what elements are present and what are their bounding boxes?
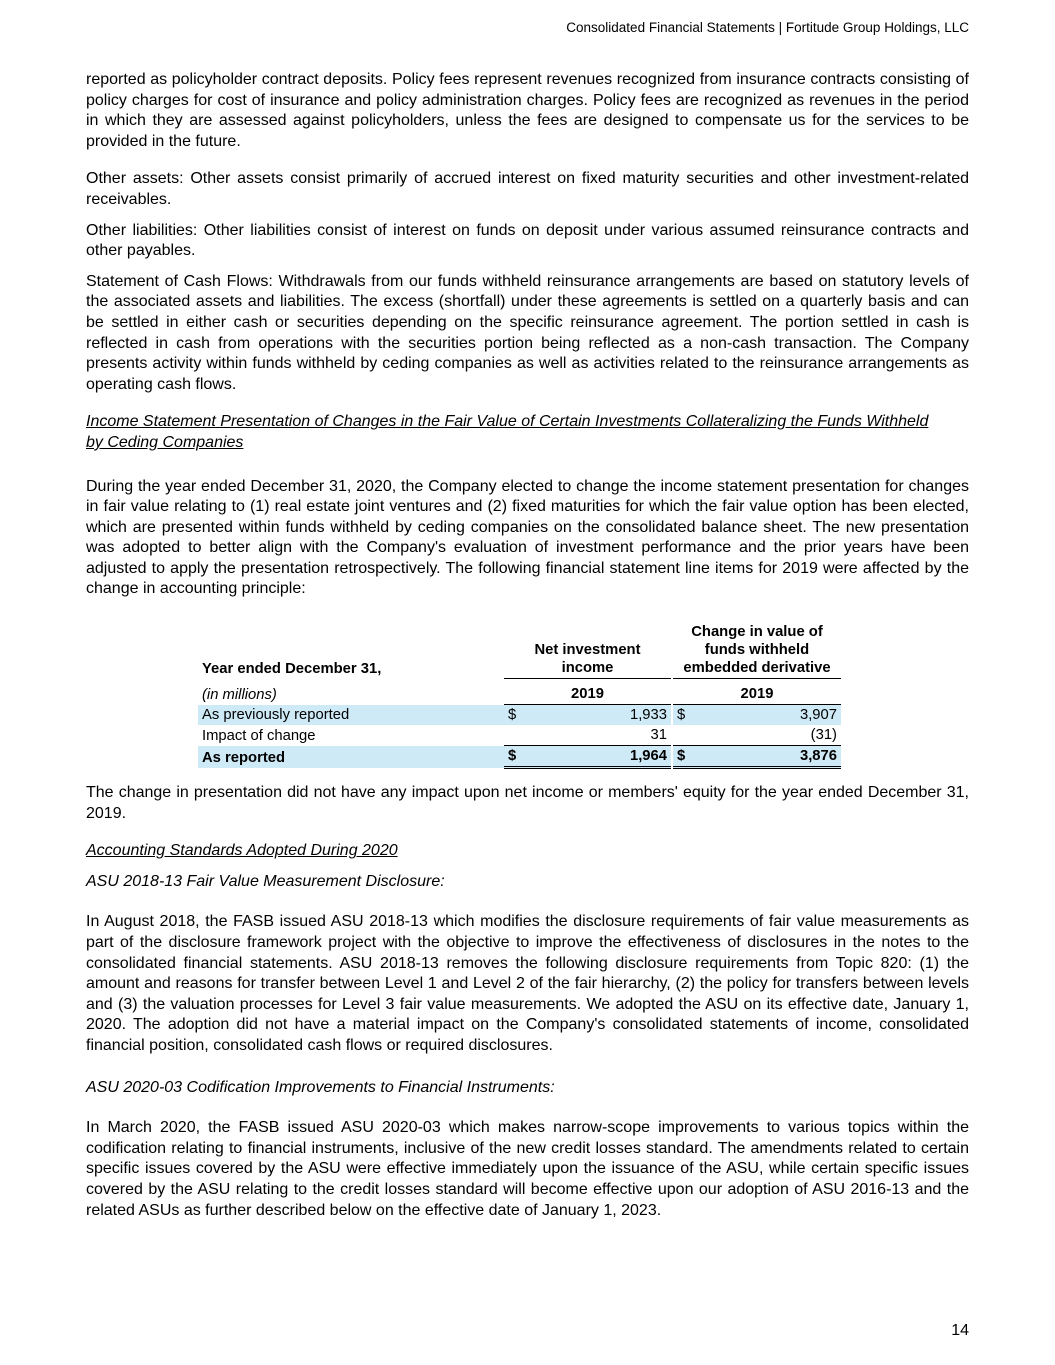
page-number: 14 — [951, 1322, 969, 1339]
paragraph-presentation-change: During the year ended December 31, 2020, the Company elected to change the income statement presentation for changes in fair value relating to (1) real estate joint ventures and (2) fixed maturities for which the fair value option has been elected, which are presented within funds withheld by ceding companies on the consolidated balance sheet. The new presentation was adopted to better align with the Company's evaluation of investment performance and the prior years have been adjusted to apply the presentation retrospectively. The following financial statement line items for 2019 were affected by the change in accounting principle: — [86, 477, 969, 598]
paragraph-no-impact: The change in presentation did not have any impact upon net income or members' equity for the year ended December 31, 2019. — [86, 784, 969, 822]
paragraph-other-assets: Other assets: Other assets consist primarily of accrued interest on fixed maturity securities and other investment-related receivables. — [86, 170, 969, 208]
paragraph-asu-2018-13: In August 2018, the FASB issued ASU 2018-13 which modifies the disclosure requirements of fair value measurements as part of the disclosure framework project with the objective to improve the effectiveness of disclosures in the notes to the consolidated financial statements. ASU 2018-13 removes the following disclosure requirements from Topic 820: (1) the amount and reasons for transfer between Level 1 and Level 2 of the fair hierarchy, (2) the policy for transfers between levels and (3) the valuation processes for Level 3 fair value measurements. We adopted the ASU on its effective date, January 1, 2020. The adoption did not have a material impact on the Company's consolidated statements of income, consolidated financial position, consolidated cash flows or required disclosures. — [86, 913, 969, 1054]
row-label: As reported — [198, 746, 504, 768]
table-row — [198, 705, 841, 726]
table-units: (in millions) — [202, 686, 277, 703]
paragraph-cash-flows: Statement of Cash Flows: Withdrawals from our funds withheld reinsurance arrangements are based on statutory levels of the associated assets and liabilities. The excess (shortfall) under these agreements is settled on a quarterly basis and can be settled in either cash or securities depending on the specific reinsurance agreement. The portion settled in cash is reflected in cash from operations with the securities portion being reflected as a non-cash transaction. The Company presents activity within funds withheld by ceding companies as well as activities related to the reinsurance arrangements as operating cash flows. — [86, 272, 969, 393]
table-header-net-investment-income: Net investment income — [504, 622, 671, 679]
row-dollar: $ — [673, 746, 693, 768]
row-value-net-investment-income: 31 — [524, 725, 671, 746]
row-dollar — [673, 725, 693, 746]
table-year-col2: 2019 — [673, 679, 841, 705]
row-value-change-in-value: 3,907 — [693, 705, 841, 726]
row-dollar: $ — [673, 705, 693, 726]
document-body — [86, 70, 969, 1221]
row-value-change-in-value: (31) — [693, 725, 841, 746]
page-header: Consolidated Financial Statements | Fortitude Group Holdings, LLC — [566, 20, 969, 35]
row-value-net-investment-income: 1,964 — [524, 746, 671, 768]
heading-asu-2020-03: ASU 2020-03 Codification Improvements to Financial Instruments: — [86, 1078, 555, 1096]
row-dollar: $ — [504, 705, 524, 726]
paragraph-asu-2020-03: In March 2020, the FASB issued ASU 2020-03 which makes narrow-scope improvements to various topics within the codification relating to financial instruments, inclusive of the new credit losses standard. The amendments related to certain specific issues covered by the ASU were effective immediately upon the issuance of the ASU, while certain specific issues covered by the ASU relating to the credit losses standard will become effective upon our adoption of ASU 2016-13 and the related ASUs as further described below on the effective date of January 1, 2023. — [86, 1119, 969, 1219]
heading-standards-adopted: Accounting Standards Adopted During 2020 — [86, 842, 398, 860]
table-row — [198, 725, 841, 746]
table-year-col1: 2019 — [504, 679, 671, 705]
row-dollar: $ — [504, 746, 524, 768]
paragraph-other-liabilities: Other liabilities: Other liabilities consist of interest on funds on deposit under various assumed reinsurance contracts and other payables. — [86, 221, 969, 260]
heading-asu-2018-13: ASU 2018-13 Fair Value Measurement Disclosure: — [86, 872, 445, 890]
table-header-year: Year ended December 31, — [202, 660, 382, 677]
paragraph-policy-fees: reported as policyholder contract deposits. Policy fees represent revenues recognized from insurance contracts consisting of policy charges for cost of insurance and policy administration charges. Policy fees are recognized as revenues in the period in which they are assessed against policyholders, unless the fees are designed to compensate us for the services to be provided in the future. — [86, 71, 969, 150]
table-row-total — [198, 746, 841, 768]
table-header-change-in-value: Change in value of funds withheld embedded derivative — [673, 622, 841, 679]
row-value-net-investment-income: 1,933 — [524, 705, 671, 726]
row-label: Impact of change — [202, 727, 316, 744]
presentation-change-table — [198, 622, 841, 769]
row-dollar — [504, 725, 524, 746]
heading-income-statement-presentation: Income Statement Presentation of Changes in the Fair Value of Certain Investments Collateralizing the Funds Withheld by Ceding Companies — [86, 413, 929, 451]
row-label: As previously reported — [198, 705, 504, 726]
row-value-change-in-value: 3,876 — [693, 746, 841, 768]
